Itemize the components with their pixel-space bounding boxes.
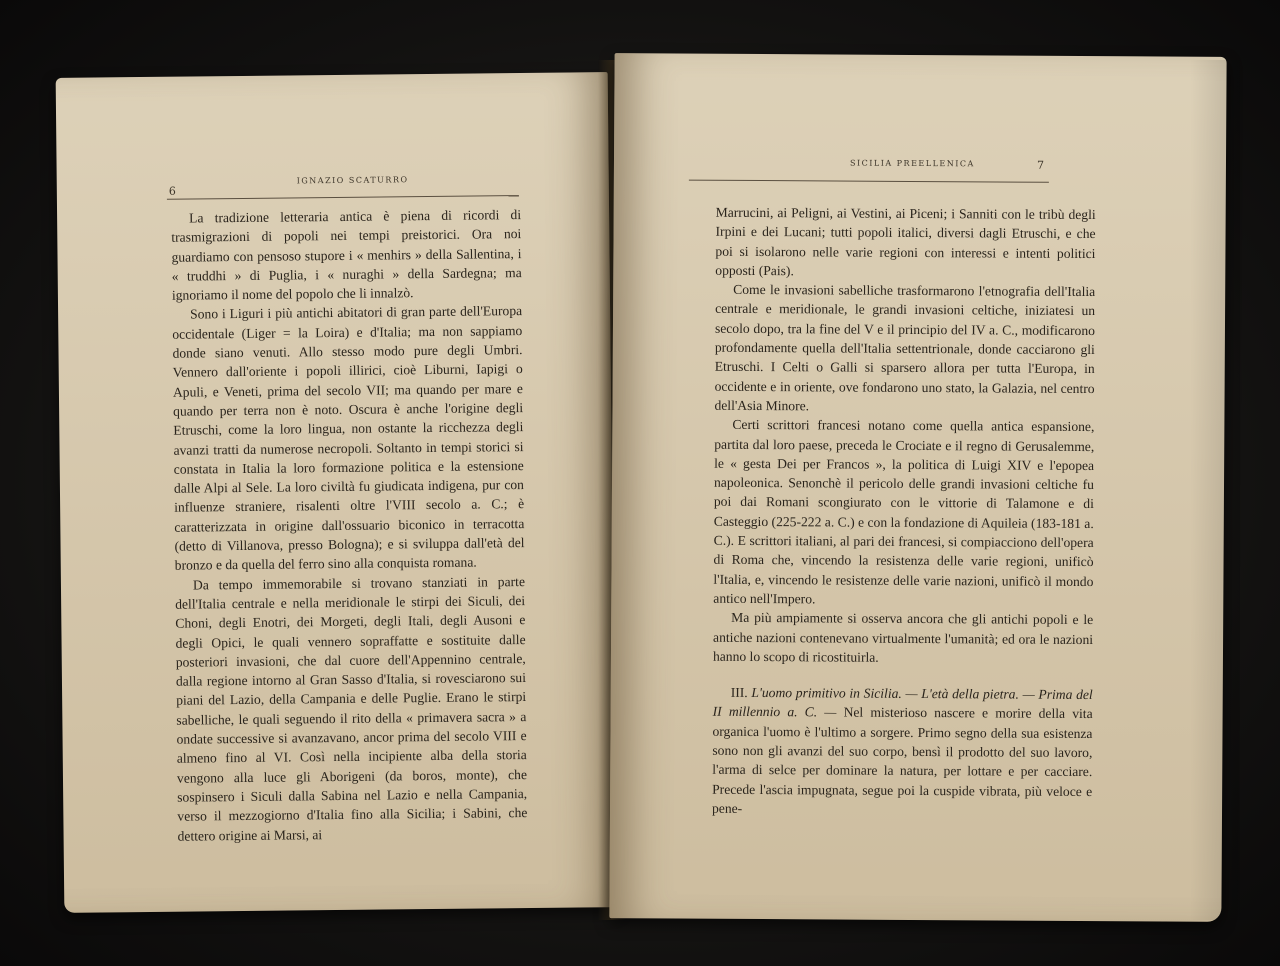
- right-page-number: 7: [1036, 158, 1045, 172]
- right-header-rule: [689, 180, 1049, 183]
- right-paragraph-2: Come le invasioni sabelliche trasformarono l'etnografia dell'Italia centrale e meridionale, le grandi invasioni celtiche, iniziatesi un secolo dopo, tra la fine del V e il principio del IV a. C., modificarono profondamente quella dell'Italia settentrionale, donde cacciarono gli Etruschi. I Celti o Galli si sparsero allora per tutta l'Europa, in occidente e in oriente, ove fondarono uno stato, la Galazia, nel centro dell'Asia Minore.: [714, 282, 1096, 414]
- section-number: III.: [730, 684, 748, 701]
- left-paragraph-3: Da tempo immemorabile si trovano stanziati in parte dell'Italia centrale e nella meridionale le stirpi dei Siculi, dei Choni, degli Enotri, dei Morgeti, degli Itali, degli Ausoni e degli Opici, le quali vennero sopraffatte e sostituite dalle posteriori invasioni, che dal cuore dell'Appennino centrale, dalla regione intorno al Gran Sasso d'Italia, si rovesciarono sui piani del Lazio, della Campania e delle Puglie. Erano le stirpi sabelliche, le quali seguendo il rito della « primavera sacra » a ondate successive si avanzavano, ancor prima del secolo VIII e almeno fino al VI. Così nella incipiente alba della storia vengono alla luce gli Aborigeni (da boros, monte), che sospinsero i Siculi dalla Sabina nel Lazio e nella Campania, verso il mezzogiorno d'Italia fino alla Sicilia; i Sabini, che dettero origine ai Marsi, ai: [175, 573, 528, 844]
- section-iii: [712, 683, 1093, 820]
- section-heading: L'uomo primitivo in Sicilia. — L'età della pietra. — Prima del II millennio a. C. —: [712, 685, 1093, 720]
- right-page: [609, 53, 1226, 922]
- left-page: [56, 72, 617, 913]
- section-body: Nel misterioso nascere e morire della vita organica l'uomo è l'ultimo a sorgere. Primo segno della sua esistenza sono non gli avanzi del suo corpo, bensì il prodotto del suo lavoro, l'arma di selce per dominare la natura, per lottare e per cacciare. Precede l'ascia impugnata, segue poi la cuspide vibrata, più veloce e pene-: [711, 704, 1093, 816]
- right-running-head: SICILIA PREELLENICA: [849, 158, 975, 169]
- right-paragraph-1: Marrucini, ai Peligni, ai Vestini, ai Piceni; i Sanniti con le tribù degli Irpini e dei Lucani; tutti popoli italici, diversi dagli Etruschi, e che poi si isolarono nelle varie regioni con interessi e intenti politici opposti (Pais).: [715, 204, 1096, 279]
- right-paragraph-4: Ma più ampiamente si osserva ancora che gli antichi popoli e le antiche nazioni contenevano virtualmente l'umanità; ed ora le nazioni hanno lo scopo di ricostituirla.: [712, 610, 1094, 665]
- right-paragraph-3: Certi scrittori francesi notano come quella antica espansione, partita dal loro paese, preceda le Crociate e il regno di Gerusalemme, le « gesta Dei per Francos », la politica di Luigi XIV e l'epopea napoleonica. Senonchè il pericolo delle grandi invasioni celtiche fu poi dai Romani scongiurato con le vittorie di Talamone e di Casteggio (225-222 a. C.) e con la fondazione di Aquileia (183-181 a. C.). E scrittori italiani, al pari dei francesi, si compiacciono dell'opera di Roma che, vincendo la resistenza delle varie regioni, unificò l'Italia, e, vincendo le resistenze delle varie nazioni, unificò il mondo antico nell'Impero.: [713, 417, 1095, 607]
- left-header-rule: [167, 195, 519, 200]
- left-page-number: 6: [168, 184, 176, 198]
- left-paragraph-1: La tradizione letteraria antica è piena di ricordi di trasmigrazioni di popoli nei tempi preistorici. Ora noi guardiamo con pensoso stupore i « menhirs » della Sallentina, i « truddhi » di Puglia, i « nuraghi » della Sardegna; ma ignoriamo il nome del popolo che li innalzò.: [171, 207, 522, 303]
- left-body-text: [171, 205, 528, 845]
- right-body-text: [712, 203, 1096, 821]
- left-paragraph-2: Sono i Liguri i più antichi abitatori di gran parte dell'Europa occidentale (Liger = la Loira) e d'Italia; ma non sappiamo donde siano venuti. Allo stesso modo pure degli Umbri. Vennero dall'oriente i popoli illirici, cioè Liburni, Iapigi o Apuli, e Veneti, prima del secolo VII; ma quando per mare e quando per terra non è noto. Oscura è anche l'origine degli Etruschi, come la loro lingua, non ostante la ricchezza degli avanzi tratti da numerose necropoli. Soltanto in tempi storici si constata in Italia la loro formazione politica e la estensione dalle Alpi al Sele. La loro civiltà fu giudicata indigena, pur con influenze straniere, risalenti oltre l'VIII secolo a. C.; è caratterizzata in origine dall'ossuario biconico in terracotta (detto di Villanova, presso Bologna); e si sviluppa dall'età del bronzo e da quella del ferro sino alla conquista romana.: [172, 303, 525, 574]
- left-running-head: IGNAZIO SCATURRO: [296, 175, 409, 186]
- page-edge-shadow: [1190, 60, 1240, 920]
